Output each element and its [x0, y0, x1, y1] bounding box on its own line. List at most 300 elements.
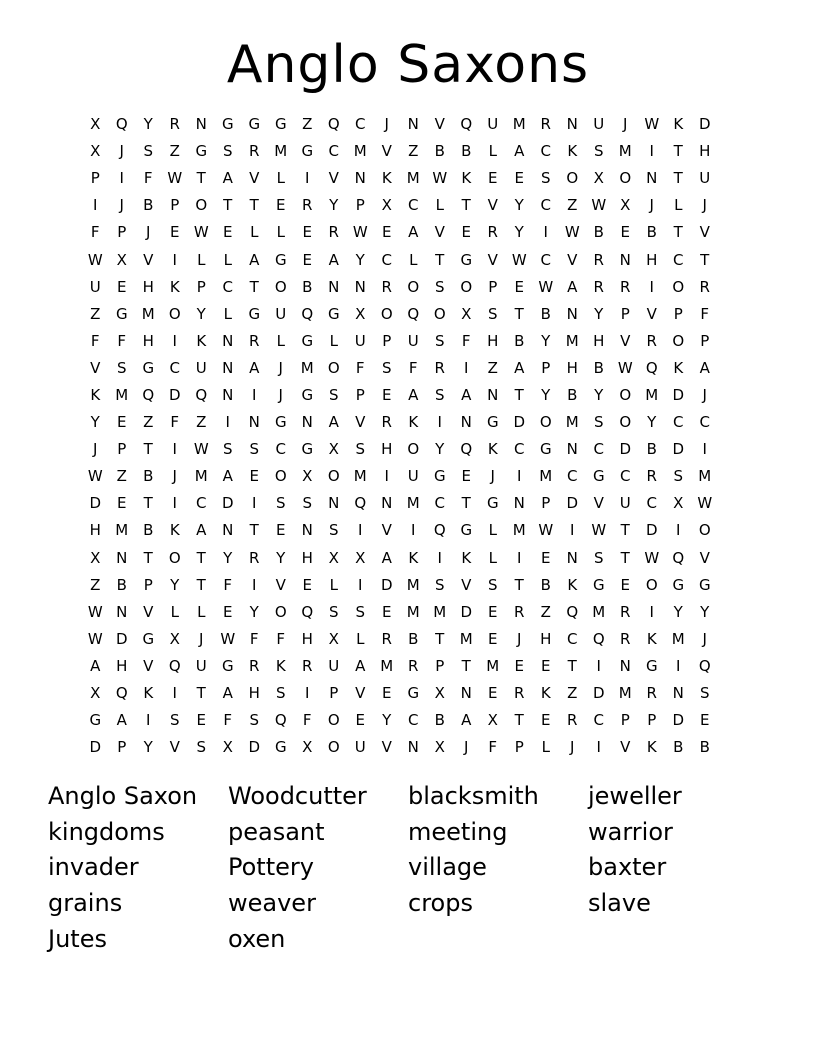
grid-letter: N: [222, 385, 234, 404]
grid-letter: W: [591, 196, 607, 215]
grid-letter: T: [143, 440, 153, 459]
grid-row: [82, 138, 732, 165]
grid-letter: A: [222, 169, 233, 188]
grid-letter: F: [408, 358, 418, 377]
grid-letter: M: [618, 684, 632, 703]
grid-letter: W: [352, 223, 368, 242]
grid-letter: C: [593, 711, 604, 730]
grid-letter: Z: [143, 413, 154, 432]
grid-letter: E: [276, 196, 286, 215]
grid-letter: S: [434, 385, 445, 404]
grid-letter: L: [223, 304, 232, 323]
grid-letter: I: [543, 223, 548, 242]
grid-letter: K: [196, 331, 207, 350]
grid-letter: Y: [594, 385, 604, 404]
grid-letter: U: [354, 331, 366, 350]
grid-letter: V: [249, 169, 260, 188]
grid-letter: J: [649, 196, 654, 215]
grid-letter: W: [87, 250, 103, 269]
grid-letter: T: [223, 196, 233, 215]
grid-letter: A: [196, 521, 207, 540]
grid-letter: W: [564, 223, 580, 242]
grid-letter: X: [328, 548, 339, 567]
grid-letter: T: [435, 250, 445, 269]
grid-row: [82, 111, 732, 138]
grid-letter: R: [514, 684, 525, 703]
grid-letter: C: [222, 277, 233, 296]
grid-letter: G: [407, 684, 420, 703]
grid-letter: E: [117, 413, 127, 432]
grid-letter: X: [620, 196, 631, 215]
grid-letter: Z: [540, 602, 551, 621]
grid-letter: N: [460, 684, 472, 703]
grid-letter: W: [193, 223, 209, 242]
grid-letter: H: [487, 331, 499, 350]
grid-letter: D: [115, 629, 128, 648]
grid-letter: G: [115, 304, 128, 323]
grid-letter: D: [698, 115, 711, 134]
grid-letter: N: [407, 738, 419, 757]
grid-letter: S: [222, 440, 233, 459]
grid-letter: D: [248, 738, 261, 757]
grid-letter: O: [645, 575, 658, 594]
grid-letter: C: [169, 358, 180, 377]
grid-letter: N: [381, 494, 393, 513]
grid-letter: B: [540, 304, 551, 323]
grid-letter: R: [567, 711, 578, 730]
grid-letter: R: [699, 277, 710, 296]
grid-letter: Y: [276, 548, 286, 567]
grid-letter: O: [274, 277, 287, 296]
grid-letter: E: [117, 494, 127, 513]
grid-letter: I: [517, 467, 522, 486]
grid-letter: G: [592, 575, 605, 594]
grid-letter: J: [93, 440, 98, 459]
word-list: [48, 778, 768, 956]
grid-letter: V: [381, 142, 392, 161]
grid-letter: K: [540, 684, 551, 703]
grid-letter: V: [169, 738, 180, 757]
grid-letter: C: [355, 115, 366, 134]
grid-letter: J: [702, 629, 707, 648]
grid-letter: O: [327, 467, 340, 486]
grid-letter: T: [514, 304, 524, 323]
grid-letter: M: [565, 331, 579, 350]
grid-letter: V: [487, 196, 498, 215]
grid-letter: A: [381, 548, 392, 567]
grid-letter: G: [89, 711, 102, 730]
grid-letter: C: [408, 196, 419, 215]
grid-letter: K: [408, 413, 419, 432]
grid-letter: D: [672, 711, 685, 730]
grid-letter: L: [276, 331, 285, 350]
grid-letter: M: [512, 521, 526, 540]
grid-letter: X: [222, 738, 233, 757]
grid-letter: N: [354, 277, 366, 296]
word-list-item: invader: [48, 853, 139, 882]
grid-letter: S: [381, 358, 392, 377]
grid-letter: N: [619, 250, 631, 269]
grid-letter: T: [196, 684, 206, 703]
grid-letter: X: [487, 711, 498, 730]
grid-letter: J: [384, 115, 389, 134]
grid-letter: O: [460, 277, 473, 296]
grid-letter: X: [302, 467, 313, 486]
grid-letter: Z: [302, 115, 313, 134]
grid-row: [82, 463, 732, 490]
grid-letter: L: [488, 521, 497, 540]
grid-letter: A: [328, 250, 339, 269]
grid-letter: L: [356, 629, 365, 648]
grid-letter: Q: [142, 385, 155, 404]
grid-letter: N: [354, 169, 366, 188]
grid-letter: I: [596, 656, 601, 675]
grid-letter: M: [115, 385, 129, 404]
grid-letter: A: [90, 656, 101, 675]
grid-row: [82, 246, 732, 273]
grid-letter: I: [358, 575, 363, 594]
grid-letter: T: [514, 575, 524, 594]
word-list-item: peasant: [228, 817, 325, 846]
grid-letter: I: [172, 684, 177, 703]
grid-letter: P: [117, 738, 127, 757]
grid-letter: X: [90, 684, 101, 703]
grid-letter: T: [249, 196, 259, 215]
grid-letter: W: [87, 629, 103, 648]
grid-letter: S: [328, 385, 339, 404]
grid-letter: T: [196, 575, 206, 594]
grid-letter: H: [593, 331, 605, 350]
grid-letter: V: [699, 223, 710, 242]
grid-row: [82, 490, 732, 517]
grid-letter: O: [327, 711, 340, 730]
grid-letter: A: [461, 711, 472, 730]
grid-letter: T: [249, 277, 259, 296]
grid-letter: E: [302, 223, 312, 242]
grid-letter: H: [142, 277, 154, 296]
grid-letter: E: [488, 169, 498, 188]
grid-letter: L: [197, 250, 206, 269]
grid-letter: J: [490, 467, 495, 486]
grid-letter: R: [646, 331, 657, 350]
grid-letter: M: [433, 602, 447, 621]
grid-letter: L: [329, 575, 338, 594]
grid-letter: R: [593, 277, 604, 296]
word-list-item: baxter: [588, 853, 667, 882]
grid-letter: T: [673, 223, 683, 242]
grid-letter: Y: [435, 440, 445, 459]
grid-letter: Z: [567, 196, 578, 215]
grid-letter: P: [355, 385, 365, 404]
grid-letter: B: [593, 358, 604, 377]
grid-letter: C: [620, 467, 631, 486]
grid-letter: V: [593, 494, 604, 513]
grid-letter: P: [170, 196, 180, 215]
grid-letter: E: [700, 711, 710, 730]
grid-letter: F: [117, 331, 127, 350]
grid-letter: Z: [196, 413, 207, 432]
grid-letter: G: [248, 115, 261, 134]
grid-letter: U: [354, 738, 366, 757]
grid-letter: G: [142, 629, 155, 648]
grid-letter: B: [434, 142, 445, 161]
grid-letter: W: [193, 440, 209, 459]
grid-letter: J: [146, 223, 151, 242]
grid-letter: O: [407, 440, 420, 459]
word-list-item: grains: [48, 889, 123, 918]
grid-letter: I: [358, 521, 363, 540]
grid-letter: C: [408, 711, 419, 730]
grid-letter: R: [302, 196, 313, 215]
grid-letter: E: [302, 250, 312, 269]
grid-letter: A: [222, 467, 233, 486]
grid-letter: D: [89, 494, 102, 513]
grid-letter: G: [327, 304, 340, 323]
grid-letter: G: [645, 656, 658, 675]
grid-letter: M: [592, 602, 606, 621]
word-list-item: village: [408, 853, 487, 882]
grid-letter: R: [249, 142, 260, 161]
grid-letter: B: [646, 223, 657, 242]
grid-letter: V: [90, 358, 101, 377]
grid-letter: S: [143, 142, 154, 161]
grid-letter: I: [172, 494, 177, 513]
grid-letter: I: [384, 467, 389, 486]
grid-letter: X: [90, 142, 101, 161]
grid-letter: D: [645, 521, 658, 540]
grid-letter: J: [119, 142, 124, 161]
grid-letter: P: [514, 738, 524, 757]
grid-letter: O: [539, 413, 552, 432]
grid-letter: Y: [90, 413, 100, 432]
grid-letter: B: [143, 467, 154, 486]
grid-letter: V: [355, 684, 366, 703]
grid-letter: S: [487, 575, 498, 594]
grid-letter: Q: [460, 115, 473, 134]
grid-letter: P: [196, 277, 206, 296]
grid-letter: V: [434, 223, 445, 242]
grid-letter: L: [488, 548, 497, 567]
grid-row: [82, 301, 732, 328]
grid-letter: S: [593, 548, 604, 567]
grid-letter: W: [538, 521, 554, 540]
grid-letter: A: [699, 358, 710, 377]
grid-letter: V: [381, 738, 392, 757]
grid-letter: S: [196, 738, 207, 757]
grid-letter: V: [275, 575, 286, 594]
grid-letter: N: [487, 385, 499, 404]
grid-letter: Z: [567, 684, 578, 703]
grid-letter: S: [302, 494, 313, 513]
grid-letter: P: [488, 277, 498, 296]
grid-letter: B: [143, 521, 154, 540]
grid-letter: N: [301, 521, 313, 540]
grid-letter: F: [143, 169, 153, 188]
grid-letter: Y: [673, 602, 683, 621]
grid-letter: G: [486, 413, 499, 432]
grid-letter: V: [487, 250, 498, 269]
grid-letter: T: [461, 656, 471, 675]
grid-letter: G: [301, 440, 314, 459]
grid-letter: X: [593, 169, 604, 188]
grid-letter: V: [143, 602, 154, 621]
grid-letter: G: [460, 250, 473, 269]
grid-letter: O: [619, 385, 632, 404]
grid-letter: B: [699, 738, 710, 757]
grid-letter: E: [223, 602, 233, 621]
page-title: Anglo Saxons: [226, 35, 590, 95]
grid-letter: F: [90, 331, 100, 350]
grid-letter: E: [461, 467, 471, 486]
grid-letter: I: [172, 331, 177, 350]
grid-letter: T: [620, 548, 630, 567]
grid-letter: D: [89, 738, 102, 757]
grid-letter: P: [541, 494, 551, 513]
grid-letter: E: [223, 223, 233, 242]
grid-letter: L: [488, 142, 497, 161]
grid-letter: N: [566, 304, 578, 323]
grid-letter: B: [540, 575, 551, 594]
grid-letter: E: [620, 575, 630, 594]
grid-letter: G: [274, 115, 287, 134]
word-list-item: meeting: [408, 817, 508, 846]
grid-letter: H: [699, 142, 711, 161]
grid-letter: K: [169, 277, 180, 296]
grid-letter: S: [434, 575, 445, 594]
grid-letter: J: [278, 385, 283, 404]
grid-letter: M: [565, 413, 579, 432]
grid-letter: Y: [541, 385, 551, 404]
grid-letter: E: [514, 169, 524, 188]
grid-letter: X: [169, 629, 180, 648]
grid-letter: H: [89, 521, 101, 540]
grid-letter: O: [698, 521, 711, 540]
grid-letter: O: [619, 413, 632, 432]
grid-letter: Y: [196, 304, 206, 323]
grid-letter: Q: [115, 115, 128, 134]
grid-letter: T: [143, 548, 153, 567]
grid-letter: V: [143, 250, 154, 269]
grid-letter: T: [673, 142, 683, 161]
grid-letter: T: [673, 169, 683, 188]
grid-letter: R: [620, 602, 631, 621]
grid-letter: M: [698, 467, 712, 486]
word-list-item: Woodcutter: [228, 782, 367, 810]
grid-letter: N: [646, 169, 658, 188]
grid-letter: S: [249, 440, 260, 459]
grid-letter: P: [143, 575, 153, 594]
grid-letter: I: [676, 656, 681, 675]
grid-letter: U: [619, 494, 631, 513]
grid-letter: T: [461, 196, 471, 215]
grid-letter: I: [649, 142, 654, 161]
grid-letter: U: [407, 331, 419, 350]
grid-letter: G: [460, 521, 473, 540]
word-list-item: Anglo Saxon: [48, 782, 198, 810]
grid-letter: X: [673, 494, 684, 513]
grid-letter: T: [249, 521, 259, 540]
grid-letter: Y: [329, 196, 339, 215]
grid-letter: O: [274, 467, 287, 486]
grid-row: [82, 328, 732, 355]
grid-letter: R: [620, 277, 631, 296]
grid-letter: V: [381, 521, 392, 540]
grid-letter: L: [276, 223, 285, 242]
grid-letter: M: [406, 575, 420, 594]
grid-letter: N: [619, 656, 631, 675]
grid-letter: H: [116, 656, 128, 675]
grid-letter: I: [225, 413, 230, 432]
grid-letter: D: [566, 494, 579, 513]
grid-letter: P: [620, 711, 630, 730]
grid-letter: K: [646, 738, 657, 757]
grid-letter: I: [464, 358, 469, 377]
grid-row: [82, 436, 732, 463]
grid-letter: R: [249, 656, 260, 675]
word-list-item: jeweller: [588, 782, 682, 810]
grid-letter: G: [301, 385, 314, 404]
grid-letter: B: [116, 575, 127, 594]
grid-letter: F: [302, 711, 312, 730]
word-list-item: slave: [588, 889, 651, 918]
grid-letter: B: [408, 629, 419, 648]
grid-letter: F: [170, 413, 180, 432]
grid-letter: W: [538, 277, 554, 296]
grid-letter: Q: [327, 115, 340, 134]
grid-letter: P: [90, 169, 100, 188]
grid-letter: E: [170, 223, 180, 242]
grid-letter: Z: [116, 467, 127, 486]
grid-letter: F: [461, 331, 471, 350]
grid-letter: Y: [594, 304, 604, 323]
grid-letter: F: [488, 738, 498, 757]
grid-letter: N: [116, 548, 128, 567]
grid-letter: E: [488, 629, 498, 648]
grid-letter: D: [619, 440, 632, 459]
grid-letter: Y: [700, 602, 710, 621]
grid-letter: G: [592, 467, 605, 486]
grid-letter: H: [142, 331, 154, 350]
grid-letter: D: [380, 575, 393, 594]
grid-letter: F: [223, 711, 233, 730]
grid-letter: X: [381, 196, 392, 215]
grid-letter: G: [301, 331, 314, 350]
grid-letter: S: [222, 142, 233, 161]
grid-letter: O: [619, 169, 632, 188]
grid-letter: X: [90, 115, 101, 134]
grid-letter: R: [646, 467, 657, 486]
grid-letter: E: [514, 656, 524, 675]
grid-letter: N: [328, 494, 340, 513]
grid-letter: F: [700, 304, 710, 323]
grid-letter: S: [249, 711, 260, 730]
grid-letter: E: [382, 385, 392, 404]
grid-letter: K: [673, 358, 684, 377]
grid-letter: P: [382, 331, 392, 350]
grid-letter: I: [437, 548, 442, 567]
grid-letter: W: [87, 467, 103, 486]
grid-letter: S: [328, 521, 339, 540]
grid-letter: J: [199, 629, 204, 648]
grid-letter: M: [353, 142, 367, 161]
grid-letter: Y: [170, 575, 180, 594]
grid-letter: X: [355, 304, 366, 323]
grid-letter: D: [592, 684, 605, 703]
grid-letter: I: [305, 169, 310, 188]
grid-letter: P: [673, 304, 683, 323]
grid-letter: W: [220, 629, 236, 648]
grid-letter: S: [699, 684, 710, 703]
